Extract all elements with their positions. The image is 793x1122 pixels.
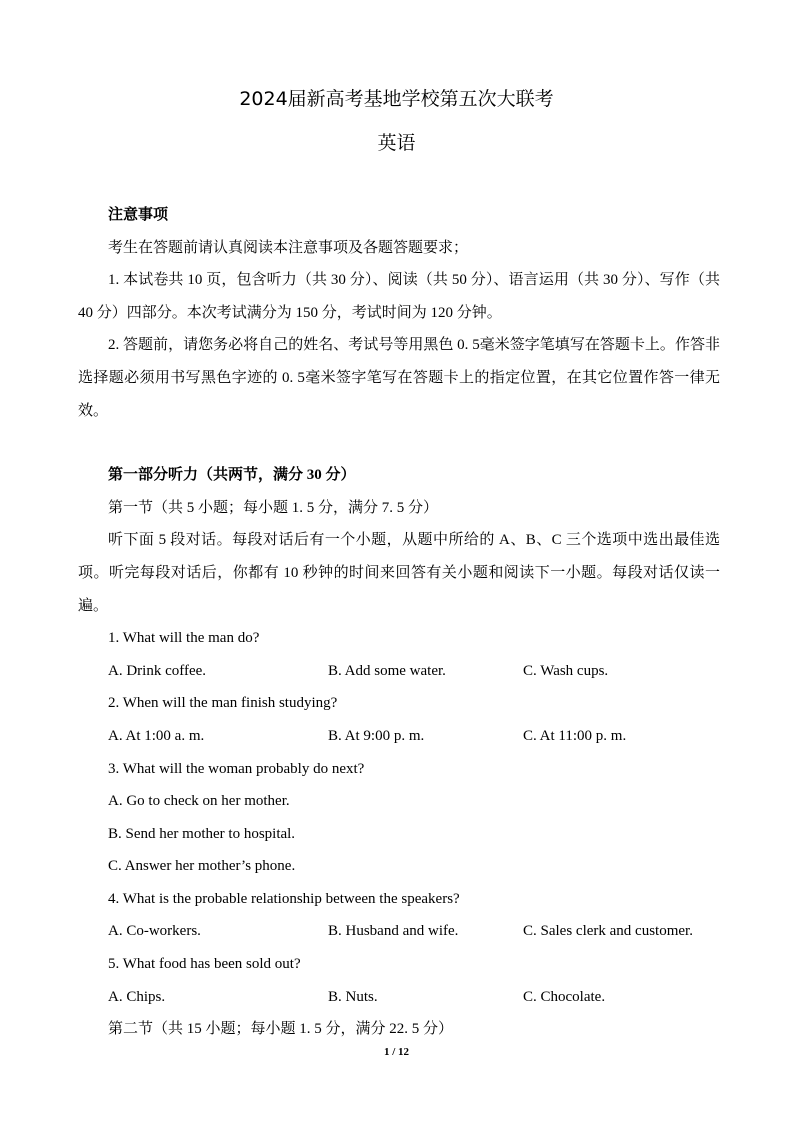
option-b: B. Send her mother to hospital. — [108, 825, 296, 842]
option-b: B. Add some water. — [328, 662, 446, 679]
page-number: 1 / 12 — [383, 1046, 410, 1058]
question-2-options — [78, 720, 720, 753]
notice-heading: 注意事项 — [108, 207, 169, 223]
question-1-options — [78, 655, 720, 688]
question-5: 5. What food has been sold out? — [108, 956, 301, 973]
option-b: B. Husband and wife. — [328, 923, 459, 940]
document-body — [78, 199, 720, 1046]
notice-intro: 考生在答题前请认真阅读本注意事项及各题答题要求； — [108, 239, 469, 256]
option-c: C. Wash cups. — [523, 662, 609, 679]
section1-heading: 第一节（共 5 小题；每小题 1. 5 分，满分 7. 5 分） — [108, 499, 439, 516]
option-a: A. Co-workers. — [108, 923, 201, 940]
notice-item-2: 2. 答题前，请您务必将自己的姓名、考试号等用黑色 0. 5毫米签字笔填写在答题卡上。作答非选择题必须用书写黑色字迹的 0. 5毫米签字笔写在答题卡上的指定位置，在其它位置作答一律无效。 — [78, 337, 720, 419]
option-a: A. At 1:00 a. m. — [108, 727, 205, 744]
question-5-options — [78, 981, 720, 1014]
option-c: C. Sales clerk and customer. — [523, 923, 693, 940]
part1-heading: 第一部分听力（共两节，满分 30 分） — [108, 467, 356, 484]
question-4: 4. What is the probable relationship between the speakers? — [108, 890, 460, 907]
option-b: B. Nuts. — [328, 988, 378, 1005]
option-c: C. At 11:00 p. m. — [523, 727, 627, 744]
option-b: B. At 9:00 p. m. — [328, 727, 425, 744]
question-2: 2. When will the man finish studying? — [108, 695, 338, 712]
exam-title: 2024届新高考基地学校第五次大联考 — [239, 88, 554, 110]
question-1: 1. What will the man do? — [108, 630, 260, 647]
section2-heading: 第二节（共 15 小题；每小题 1. 5 分，满分 22. 5 分） — [108, 1021, 454, 1038]
option-a: A. Drink coffee. — [108, 662, 207, 679]
option-a: A. Go to check on her mother. — [108, 793, 290, 810]
notice-item-1: 1. 本试卷共 10 页，包含听力（共 30 分）、阅读（共 50 分）、语言运用（共 30 分）、写作（共 40 分）四部分。本次考试满分为 150 分，考试时间为 120 分钟。 — [78, 272, 720, 321]
option-c: C. Chocolate. — [523, 988, 606, 1005]
question-3: 3. What will the woman probably do next? — [108, 760, 365, 777]
option-c: C. Answer her mother’s phone. — [108, 858, 296, 875]
subject-title: 英语 — [377, 132, 416, 154]
option-a: A. Chips. — [108, 988, 166, 1005]
section1-instructions: 听下面 5 段对话。每段对话后有一个小题，从题中所给的 A、B、C 三个选项中选出最佳选项。听完每段对话后，你都有 10 秒钟的时间来回答有关小题和阅读下一小题。每段对话仅读一遍。 — [78, 532, 720, 614]
question-4-options — [78, 915, 720, 948]
